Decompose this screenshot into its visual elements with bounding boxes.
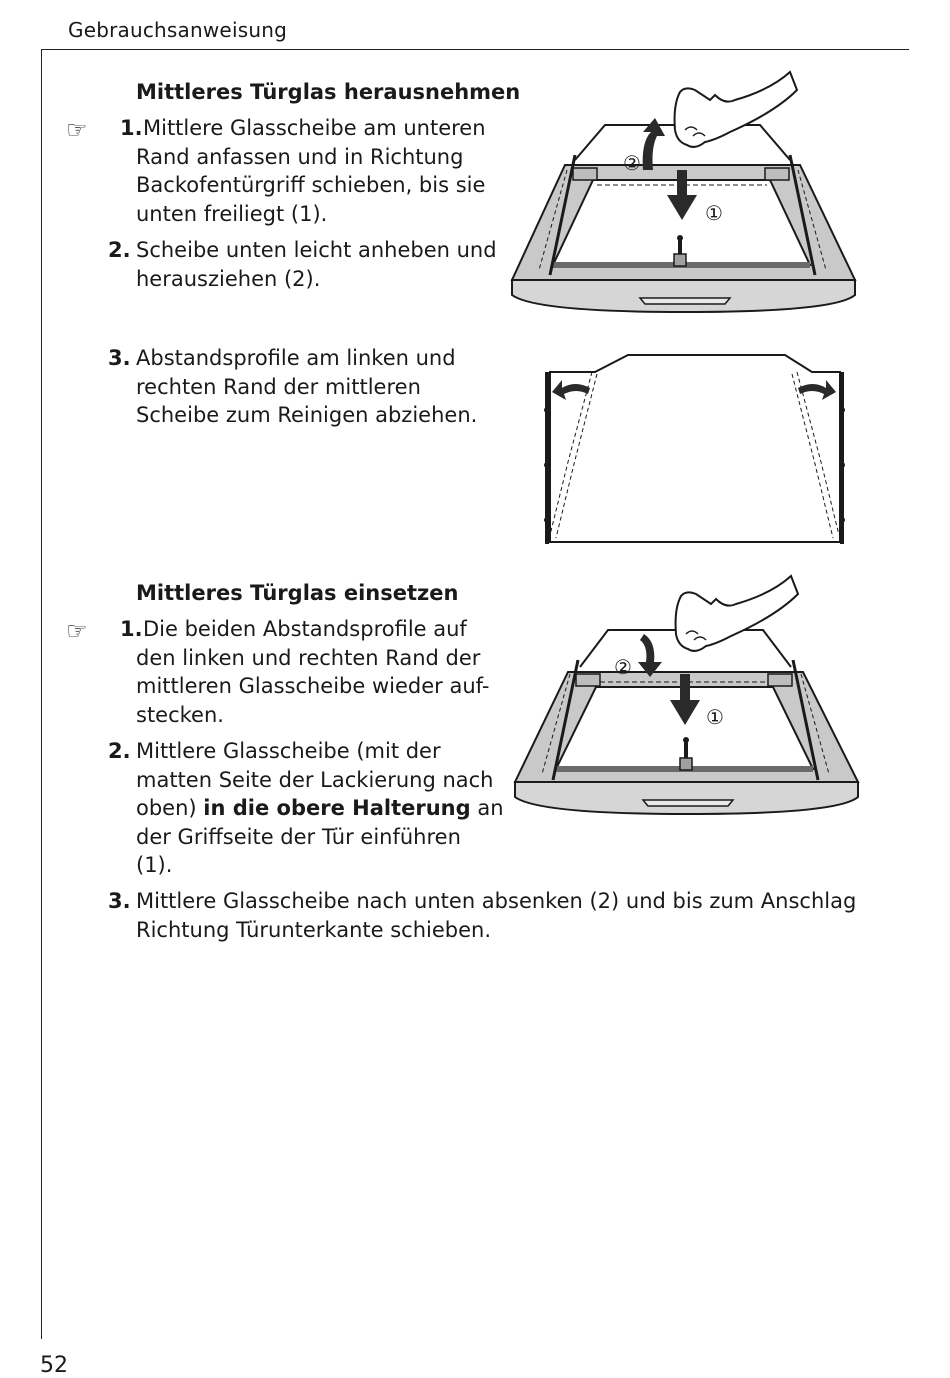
step-line: mittleren Glasscheibe wieder auf-: [136, 674, 490, 699]
step-number: 2.: [108, 238, 131, 262]
step-line: [108, 794, 508, 823]
step-number: 1.: [120, 617, 143, 641]
step-line: Scheibe unten leicht anheben und: [136, 238, 497, 262]
step-number: 3.: [108, 346, 131, 370]
pointing-hand-icon: ☞: [66, 617, 88, 645]
step-line: matten Seite der Lackierung nach: [136, 767, 494, 792]
step-number: 2.: [108, 739, 131, 763]
step-line: Rand anfassen und in Richtung: [136, 144, 464, 169]
section-heading-insert: Mittleres Türglas einsetzen: [136, 581, 459, 605]
step-text: an: [470, 796, 504, 821]
step-mark-1: ①: [706, 705, 724, 729]
step-line: stecken.: [136, 702, 224, 727]
step-line: unten freiliegt (1).: [136, 201, 328, 226]
step-mark-1: ①: [705, 201, 723, 225]
step-line: (1).: [136, 853, 173, 878]
step-text: oben): [136, 796, 204, 821]
step-line: Richtung Türunterkante schieben.: [136, 917, 492, 942]
header-title: Gebrauchsanweisung: [68, 18, 287, 42]
step-line: der Griffseite der Tür einführen: [136, 824, 461, 849]
insert-step-3: [108, 887, 908, 944]
step-line: den linken und rechten Rand der: [136, 645, 481, 670]
step-line: Mittlere Glasscheibe am unteren: [143, 116, 486, 140]
step-line: rechten Rand der mittleren: [136, 374, 421, 399]
step-number: 1.: [120, 116, 143, 140]
section-heading-remove: Mittleres Türglas herausnehmen: [136, 80, 521, 104]
insert-step-1: [120, 615, 500, 729]
insert-step-2: [108, 737, 508, 880]
step-line: Backofentürgriff schieben, bis sie: [136, 173, 486, 198]
remove-step-3: [108, 344, 508, 430]
figure-insert-glass: [508, 582, 868, 822]
pointing-hand-icon: ☞: [66, 116, 88, 144]
page-number: 52: [40, 1353, 68, 1378]
remove-step-2: [108, 236, 508, 293]
step-line: Mittlere Glasscheibe nach unten absenken (2) und bis zum Anschlag: [136, 889, 857, 913]
step-mark-2: ②: [623, 151, 641, 175]
step-line: Abstandsprofile am linken und: [136, 346, 456, 370]
step-number: 3.: [108, 889, 131, 913]
step-line: Die beiden Abstandsprofile auf: [143, 617, 467, 641]
left-margin-rule: [41, 49, 42, 1339]
step-line: Mittlere Glasscheibe (mit der: [136, 739, 441, 763]
step-line: herausziehen (2).: [136, 266, 321, 291]
header-rule: [41, 49, 909, 50]
step-line: Scheibe zum Reinigen abziehen.: [136, 403, 478, 428]
emphasis-text: in die obere Halterung: [203, 796, 471, 821]
figure-remove-glass: [505, 80, 865, 320]
step-mark-2: ②: [614, 655, 632, 679]
remove-step-1: [120, 114, 500, 228]
figure-spacer-profiles: [540, 350, 850, 550]
